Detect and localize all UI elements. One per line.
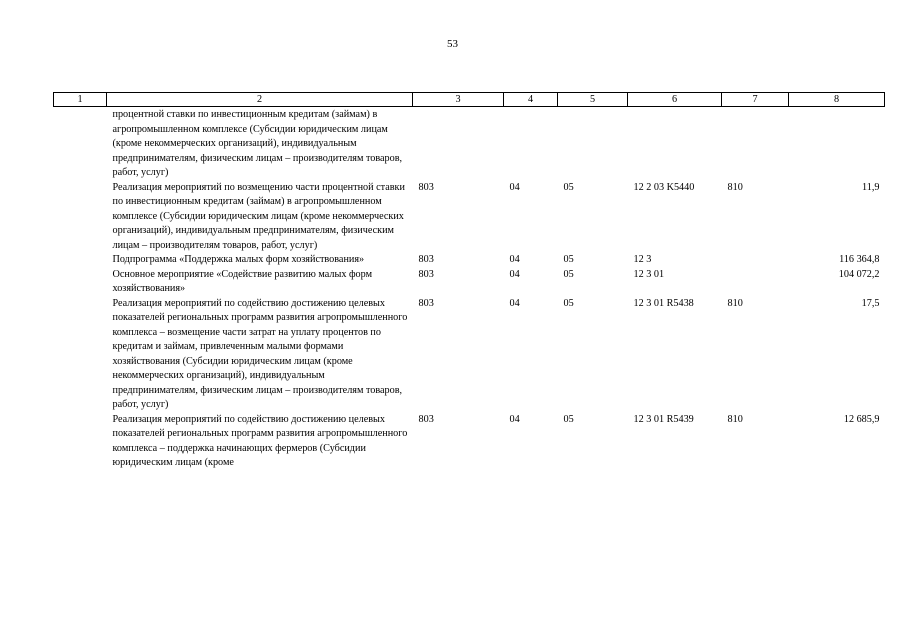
row-expense-type: 810 (727, 297, 743, 309)
table-row (54, 268, 885, 297)
row-section-code: 04 (509, 413, 520, 425)
row-section-code: 04 (509, 268, 520, 280)
budget-table (53, 92, 885, 471)
table-row (54, 297, 885, 413)
row-target-article: 12 2 03 K5440 (633, 181, 695, 193)
row-subsection-code: 05 (563, 181, 574, 193)
table-row (54, 107, 885, 181)
row-ministry-code: 803 (418, 413, 434, 425)
row-ministry-code: 803 (418, 268, 434, 280)
row-section-code (504, 107, 558, 181)
page-number: 53 (447, 38, 458, 50)
column-header-5: 5 (558, 93, 628, 107)
row-amount: 116 364,8 (839, 254, 880, 265)
column-header-2: 2 (107, 93, 413, 107)
row-subsection-code: 05 (563, 413, 574, 425)
row-amount: 17,5 (861, 297, 880, 309)
row-description: Реализация мероприятий по содействию достижению целевых показателей региональных программ развития агропромышленного комплекса – возмещение части затрат на уплату процентов по кредитам и займам, привлеченным малыми формами хозяйствования (Субсидии юридическим лицам (кроме некоммерческих организаций), индивидуальным предпринимателям, физическим лицам – производителям товаров, работ, услуг) (112, 297, 408, 410)
row-amount (789, 107, 885, 181)
table-row (54, 181, 885, 254)
row-section-code: 04 (509, 181, 520, 193)
row-ministry-code: 803 (418, 181, 434, 193)
column-header-7: 7 (722, 93, 789, 107)
row-expense-type (722, 268, 789, 297)
row-section-code: 04 (509, 254, 520, 265)
row-description: Основное мероприятие «Содействие развитию малых форм хозяйствования» (112, 268, 373, 294)
column-header-4: 4 (504, 93, 558, 107)
row-target-article (628, 107, 722, 181)
row-ministry-code (413, 107, 504, 181)
row-amount: 12 685,9 (843, 413, 880, 425)
row-ministry-code: 803 (418, 297, 434, 309)
column-header-6: 6 (628, 93, 722, 107)
row-description: Реализация мероприятий по содействию достижению целевых показателей региональных программ развития агропромышленного комплекса – поддержка начинающих фермеров (Субсидии юридическим лицам (кроме (112, 413, 408, 468)
row-target-article: 12 3 01 R5439 (633, 413, 694, 425)
table-row (54, 413, 885, 471)
row-target-article: 12 3 (633, 254, 652, 265)
row-target-article: 12 3 01 (633, 268, 665, 280)
table-row (54, 253, 885, 268)
row-subsection-code: 05 (563, 268, 574, 280)
row-description: Подпрограмма «Поддержка малых форм хозяйствования» (112, 254, 365, 265)
row-target-article: 12 3 01 R5438 (633, 297, 694, 309)
row-amount: 104 072,2 (838, 268, 880, 280)
column-header-1: 1 (54, 93, 107, 107)
row-amount: 11,9 (862, 181, 880, 193)
row-subsection-code: 05 (563, 297, 574, 309)
column-header-8: 8 (789, 93, 885, 107)
row-subsection-code (558, 107, 628, 181)
column-number-row (54, 93, 885, 107)
row-ministry-code: 803 (418, 254, 434, 265)
row-expense-type: 810 (727, 181, 743, 193)
column-header-3: 3 (413, 93, 504, 107)
row-description: Реализация мероприятий по возмещению части процентной ставки по инвестиционным кредитам (займам) в агропромышленном комплексе (Субсидии юридическим лицам (кроме некоммерческих организаций), индивидуальным предпринимателям, физическим лицам – производителям товаров, работ, услуг) (112, 181, 405, 251)
row-section-code: 04 (509, 297, 520, 309)
row-expense-type (722, 107, 789, 181)
row-expense-type (722, 253, 789, 268)
row-expense-type: 810 (727, 413, 743, 425)
row-subsection-code: 05 (563, 254, 574, 265)
row-description: процентной ставки по инвестиционным кредитам (займам) в агропромышленном комплексе (Субсидии юридическим лицам (кроме некоммерческих организаций), индивидуальным предпринимателям, физическим лицам – производителям товаров, работ, услуг) (112, 109, 403, 178)
